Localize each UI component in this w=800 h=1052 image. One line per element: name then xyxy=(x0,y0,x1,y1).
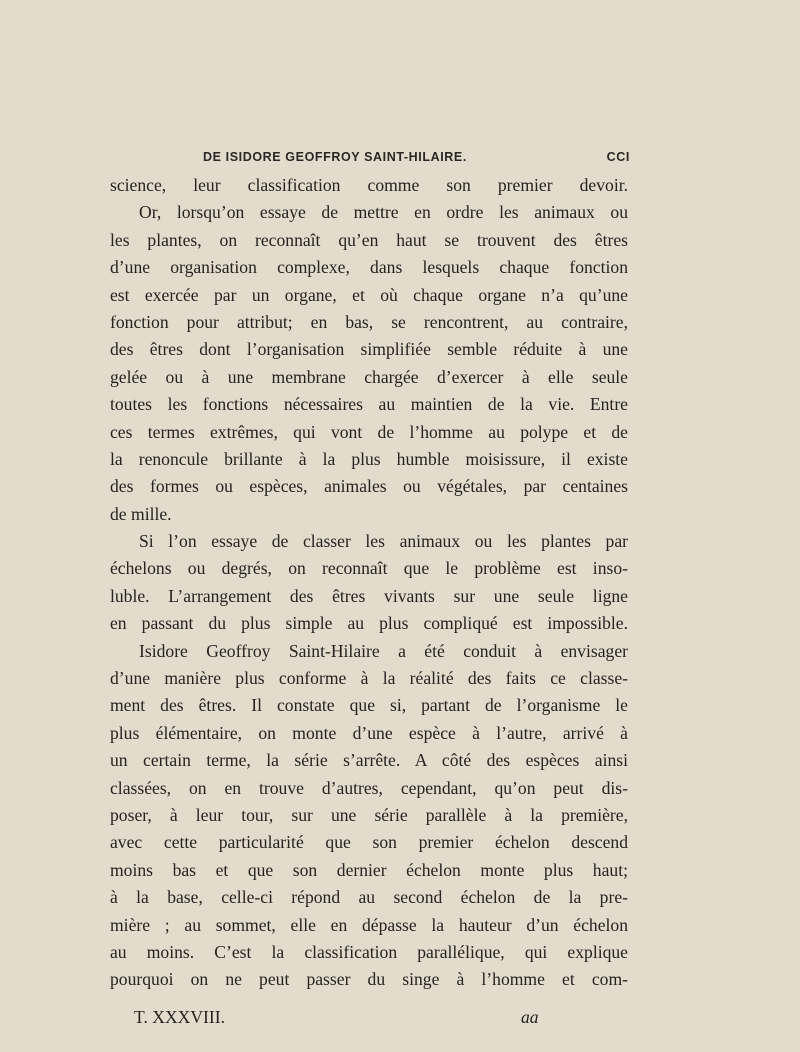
text-line: luble. L’arrangement des êtres vivants sur une seule ligne xyxy=(110,585,628,606)
text-line: de mille. xyxy=(110,503,172,524)
text-line: un certain terme, la série s’arrête. A côté des espèces ainsi xyxy=(110,750,628,771)
text-line: mière ; au sommet, elle en dépasse la hauteur d’un échelon xyxy=(110,914,628,935)
text-line: en passant du plus simple au plus compliqué est impossible. xyxy=(110,613,628,634)
text-line: ment des êtres. Il constate que si, partant de l’organisme le xyxy=(110,695,628,716)
text-line: toutes les fonctions nécessaires au maintien de la vie. Entre xyxy=(110,394,628,415)
text-line: pourquoi on ne peut passer du singe à l’homme et com- xyxy=(110,969,628,990)
text-line: ces termes extrêmes, qui vont de l’homme au polype et de xyxy=(110,421,628,442)
text-line: est exercée par un organe, et où chaque organe n’a qu’une xyxy=(110,284,628,305)
text-line: moins bas et que son dernier échelon monte plus haut; xyxy=(110,859,628,880)
footer-signature-line xyxy=(110,1007,628,1043)
text-line: d’une organisation complexe, dans lesquels chaque fonction xyxy=(110,257,628,278)
text-line: Si l’on essaye de classer les animaux ou les plantes par xyxy=(139,531,628,552)
volume-label: T. XXXVIII. xyxy=(134,1007,226,1027)
text-line: des êtres dont l’organisation simplifiée semble réduite à une xyxy=(110,339,628,360)
text-line: plus élémentaire, on monte d’une espèce à l’autre, arrivé à xyxy=(110,722,628,743)
text-line: Isidore Geoffroy Saint-Hilaire a été conduit à envisager xyxy=(139,640,628,661)
text-line: la renoncule brillante à la plus humble moisissure, il existe xyxy=(110,448,628,469)
running-title: DE ISIDORE GEOFFROY SAINT-HILAIRE. xyxy=(203,150,467,164)
page-number: CCI xyxy=(606,150,630,164)
body-text xyxy=(110,172,628,994)
text-line: gelée ou à une membrane chargée d’exercer à elle seule xyxy=(110,366,628,387)
text-line: poser, à leur tour, sur une série parallèle à la première, xyxy=(110,804,628,825)
text-line: échelons ou degrés, on reconnaît que le problème est inso- xyxy=(110,558,628,579)
text-line: au moins. C’est la classification parallélique, qui explique xyxy=(110,941,628,962)
text-line: Or, lorsqu’on essaye de mettre en ordre les animaux ou xyxy=(139,202,628,223)
text-line: science, leur classification comme son premier devoir. xyxy=(110,175,628,195)
text-line: classées, on en trouve d’autres, cependant, qu’on peut dis- xyxy=(110,777,628,798)
signature-mark: aa xyxy=(521,1007,539,1027)
running-head xyxy=(203,150,630,172)
text-line: des formes ou espèces, animales ou végétales, par centaines xyxy=(110,476,628,497)
text-line: fonction pour attribut; en bas, se rencontrent, au contraire, xyxy=(110,311,628,332)
text-line: d’une manière plus conforme à la réalité des faits ce classe- xyxy=(110,668,628,689)
text-line: à la base, celle-ci répond au second échelon de la pre- xyxy=(110,887,628,908)
text-line: avec cette particularité que son premier échelon descend xyxy=(110,832,628,853)
text-line: les plantes, on reconnaît qu’en haut se trouvent des êtres xyxy=(110,229,628,250)
